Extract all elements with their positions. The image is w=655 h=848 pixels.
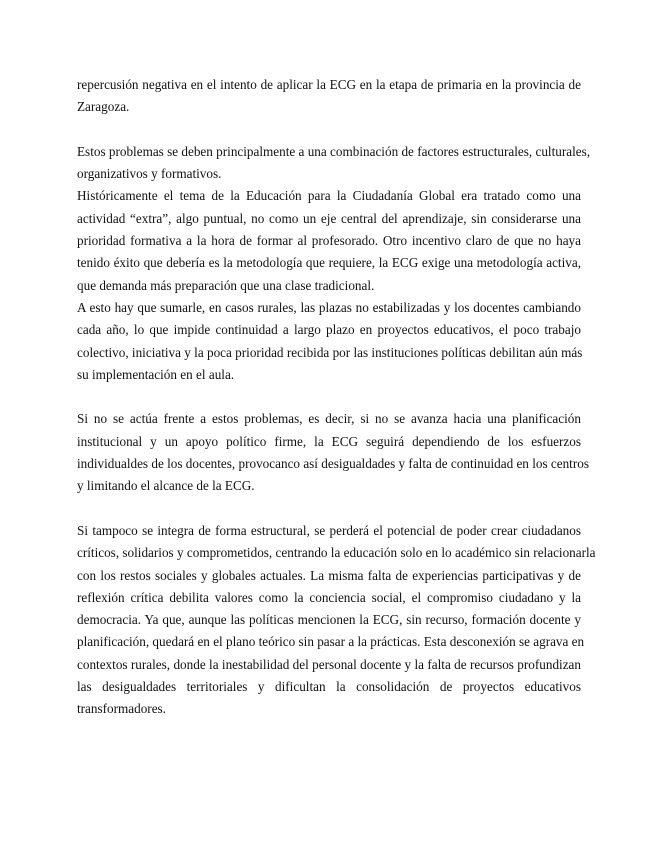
paragraph-line: reflexión crítica debilita valores como la conciencia social, el compromiso ciudadano y la: [77, 589, 581, 605]
paragraph-spacer: [77, 498, 581, 520]
paragraph-line: críticos, solidarios y comprometidos, centrando la educación solo en lo académico sin relacionarla: [77, 545, 596, 561]
paragraph-line: planificación, quedará en el plano teórico sin pasar a la prácticas. Esta desconexión se agrava en: [77, 634, 585, 650]
paragraph-6: [77, 520, 596, 721]
paragraph-line: repercusión negativa en el intento de aplicar la ECG en la etapa de primaria en la provincia de: [77, 77, 581, 92]
paragraph-line: las desigualdades territoriales y dificultan la consolidación de proyectos educativos: [77, 679, 581, 695]
paragraph-line: con los restos sociales y globales actuales. La misma falta de experiencias participativas y de: [77, 567, 581, 583]
paragraph-spacer: [77, 119, 581, 141]
paragraph-2: [77, 141, 591, 186]
paragraph-spacer: [77, 386, 581, 408]
paragraph-line: su implementación en el aula.: [77, 366, 235, 382]
paragraph-line: que demanda más preparación que una clase tradicional.: [77, 277, 375, 293]
paragraph-line: Si no se actúa frente a estos problemas, es decir, si no se avanza hacia una planificación: [77, 411, 581, 427]
paragraph-line: actividad “extra”, algo puntual, no como un eje central del aprendizaje, sin considerarse una: [77, 210, 581, 226]
paragraph-line: y limitando el alcance de la ECG.: [77, 478, 255, 494]
paragraph-1: [77, 74, 581, 119]
paragraph-3: [77, 185, 581, 296]
paragraph-line: Estos problemas se deben principalmente a una combinación de factores estructurales, culturales,: [77, 143, 591, 159]
paragraph-line: organizativos y formativos.: [77, 166, 222, 182]
paragraph-line: Zaragoza.: [77, 99, 130, 115]
paragraph-line: cada año, lo que impide continuidad a largo plazo en proyectos educativos, el poco trabajo: [77, 322, 581, 338]
paragraph-line: contextos rurales, donde la inestabilidad del personal docente y la falta de recursos profundizan: [77, 656, 581, 672]
paragraph-line: prioridad formativa a la hora de formar al profesorado. Otro incentivo claro de que no haya: [77, 233, 581, 249]
paragraph-line: A esto hay que sumarle, en casos rurales, las plazas no estabilizadas y los docentes cambiando: [77, 299, 581, 315]
paragraph-line: individualdes de los docentes, provocanco así desigualdades y falta de continuidad en los centros: [77, 456, 589, 472]
paragraph-line: colectivo, iniciativa y la poca prioridad recibida por las instituciones políticas debilitan aún más: [77, 344, 583, 360]
document-body: [77, 74, 596, 721]
paragraph-5: [77, 408, 589, 497]
paragraph-line: transformadores.: [77, 701, 166, 717]
paragraph-line: Históricamente el tema de la Educación para la Ciudadanía Global era tratado como una: [77, 188, 581, 204]
paragraph-line: Si tampoco se integra de forma estructural, se perderá el potencial de poder crear ciudadanos: [77, 522, 581, 538]
paragraph-line: democracia. Ya que, aunque las políticas mencionen la ECG, sin recurso, formación docente y: [77, 612, 581, 628]
paragraph-line: tenido éxito que debería es la metodología que requiere, la ECG exige una metodología activa,: [77, 255, 581, 271]
paragraph-4: [77, 297, 581, 386]
paragraph-line: institucional y un apoyo político firme, la ECG seguirá dependiendo de los esfuerzos: [77, 433, 581, 449]
